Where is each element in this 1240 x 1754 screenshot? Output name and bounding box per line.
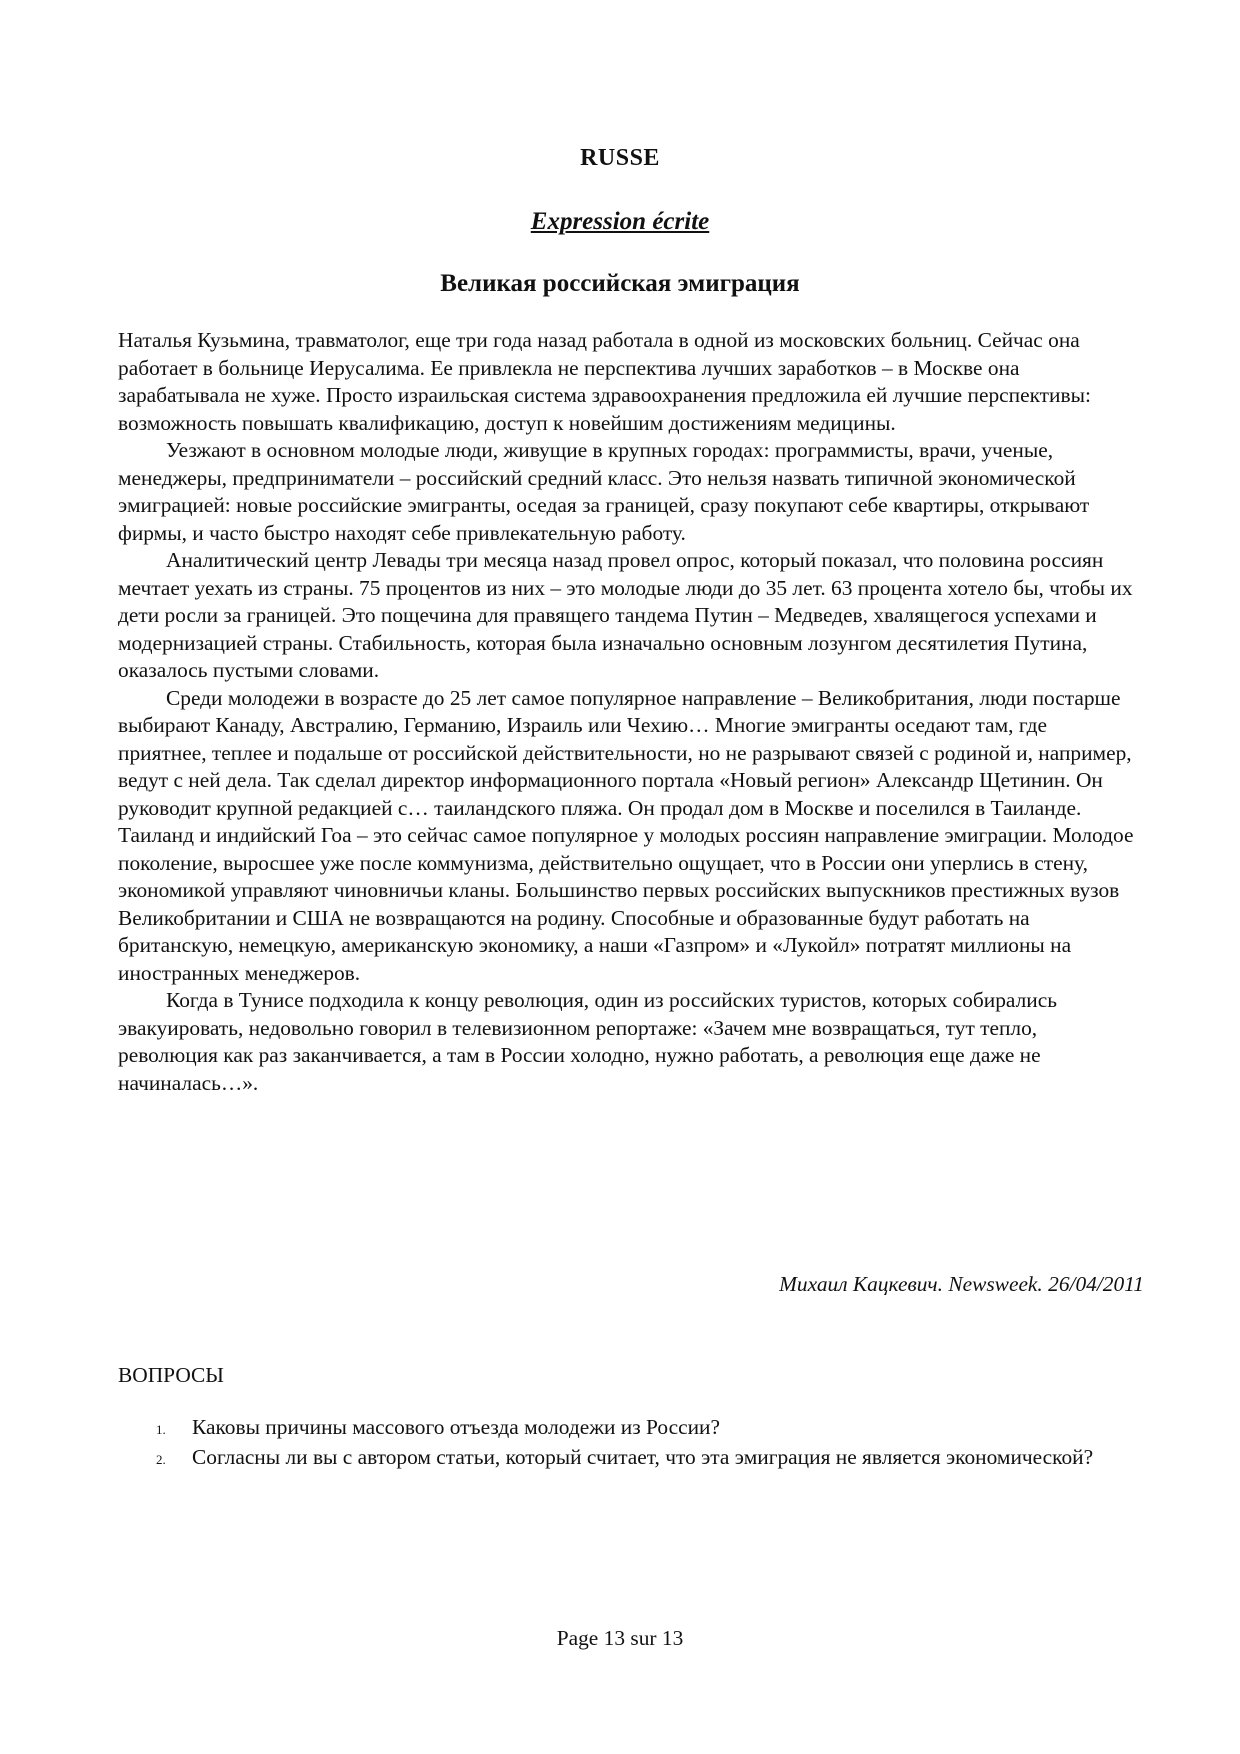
- article-title: Великая российская эмиграция: [440, 270, 800, 297]
- page-number: Page 13 sur 13: [556, 1626, 684, 1650]
- article-paragraph: Уезжают в основном молодые люди, живущие в крупных городах: программисты, врачи, ученые, менеджеры, предприниматели – российский средний класс. Это нельзя назвать типичной экономической эмиграцией: новые российские эмигранты, оседая за границей, сразу покупают себе квартиры, открывают фирмы, и часто быстро находят себе привлекательную работу.: [118, 438, 1090, 545]
- question-text: Согласны ли вы с автором статьи, который считает, что эта эмиграция не является экономической?: [192, 1444, 1094, 1469]
- article-paragraph: Аналитический центр Левады три месяца назад провел опрос, который показал, что половина россиян мечтает уехать из страны. 75 процентов из них – это молодые люди до 35 лет. 63 процента хотело бы, чтобы их дети росли за границей. Это пощечина для правящего тандема Путин – Медведев, хвалящегося успехами и модернизацией страны. Стабильность, которая была изначально основным лозунгом десятилетия Путина, оказалось пустыми словами.: [118, 548, 1133, 682]
- question-number: 2.: [156, 1451, 166, 1467]
- article-source: Михаил Кацкевич. Newsweek. 26/04/2011: [779, 1272, 1144, 1296]
- question-number: 1.: [156, 1422, 166, 1437]
- article-paragraph: Среди молодежи в возрасте до 25 лет самое популярное направление – Великобритания, люди постарше выбирают Канаду, Австралию, Германию, Израиль или Чехию… Многие эмигранты оседают там, где приятнее, теплее и подальше от российской действительности, но не разрывают связей с родиной и, например, ведут с ней дела. Так сделал директор информационного портала «Новый регион» Александр Щетинин. Он руководит крупной редакцией с… таиландского пляжа. Он продал дом в Москве и поселился в Таиланде. Таиланд и индийский Гоа – это сейчас самое популярное у молодых россиян направление эмиграции. Молодое поколение, выросшее уже после коммунизма, действительно ощущает, что в России они уперлись в стену, экономикой управляют чиновничьи кланы. Большинство первых российских выпускников престижных вузов Великобритании и США не возвращаются на родину. Способные и образованные будут работать на британскую, немецкую, американскую экономику, а наши «Газпром» и «Лукойл» потратят миллионы на иностранных менеджеров.: [118, 685, 1134, 985]
- subject-title: RUSSE: [580, 145, 660, 171]
- questions-list: [118, 1414, 1098, 1473]
- article-body: [118, 327, 1138, 1097]
- article-paragraph: Наталья Кузьмина, травматолог, еще три года назад работала в одной из московских больниц. Сейчас она работает в больнице Иерусалима. Ее привлекла не перспектива лучших заработков – в Москве она зарабатывала не хуже. Просто израильская система здравоохранения предложила ей лучшие перспективы: возможность повышать квалификацию, доступ к новейшим достижениям медицины.: [118, 328, 1091, 435]
- questions-heading: ВОПРОСЫ: [118, 1363, 224, 1387]
- question-item: [118, 1444, 1098, 1472]
- section-title: Expression écrite: [530, 208, 710, 235]
- article-paragraph: Когда в Тунисе подходила к концу революция, один из российских туристов, которых собирались эвакуировать, недовольно говорил в телевизионном репортаже: «Зачем мне возвращаться, тут тепло, революция как раз заканчивается, а там в России холодно, нужно работать, а революция еще даже не начиналась…».: [118, 988, 1057, 1095]
- question-text: Каковы причины массового отъезда молодежи из России?: [192, 1415, 720, 1439]
- question-item: [118, 1414, 1098, 1442]
